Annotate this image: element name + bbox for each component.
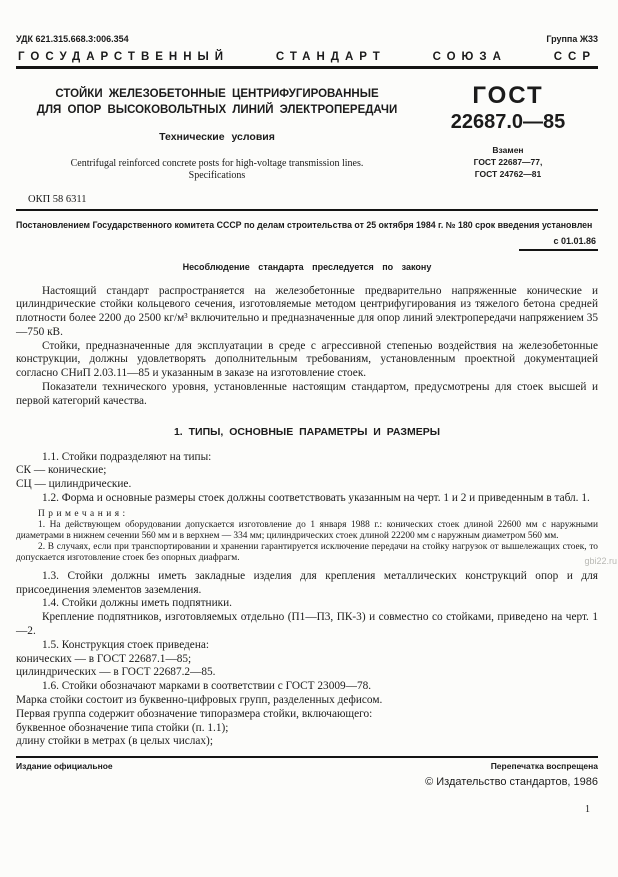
- notes-block: [16, 509, 598, 564]
- section-1-heading: 1. ТИПЫ, ОСНОВНЫЕ ПАРАМЕТРЫ И РАЗМЕРЫ: [173, 425, 441, 438]
- clause-1-5-a: конических — в ГОСТ 22687.1—85;: [16, 652, 192, 665]
- clause-1-6-a: Марка стойки состоит из буквенно-цифровых групп, разделенных дефисом.: [16, 694, 383, 707]
- gost-number: 22687.0—85: [450, 111, 566, 133]
- footer-rule: [16, 756, 598, 758]
- document-subtitle: Технические условия: [159, 131, 275, 143]
- decree-text: Постановлением Государственного комитета СССР по делам строительства от 25 октября 1984 г. № 180 срок введения установлен: [16, 220, 593, 230]
- clause-1-6-d: длину стойки в метрах (в целых числах);: [16, 735, 213, 748]
- header-rule: [16, 66, 598, 69]
- english-subtitle-line: Specifications: [188, 170, 246, 181]
- intro-paragraphs: [16, 285, 598, 409]
- standard-org-line: [16, 51, 598, 63]
- type-cylindrical: СЦ — цилиндрические.: [16, 478, 132, 491]
- org-word: СТАНДАРТ: [275, 51, 386, 63]
- clause-1-4: 1.4. Стойки должны иметь подпятники.: [42, 597, 233, 610]
- clause-1-6-b: Первая группа содержит обозначение типоразмера стойки, включающего:: [16, 707, 373, 720]
- site-watermark: gbi22.ru: [584, 556, 617, 566]
- notes-heading: Примечания:: [38, 508, 129, 519]
- replaces-label: Взамен: [492, 145, 524, 155]
- title-line-1: СТОЙКИ ЖЕЛЕЗОБЕТОННЫЕ ЦЕНТРИФУГИРОВАННЫЕ: [55, 88, 379, 100]
- english-title: [16, 158, 418, 182]
- footer-row: [16, 761, 598, 771]
- classification-row: [16, 34, 598, 44]
- section-1-body: [16, 451, 598, 506]
- title-block: [16, 84, 418, 182]
- law-notice: Несоблюдение стандарта преследуется по закону: [182, 261, 432, 272]
- gost-number-block: [418, 84, 598, 182]
- gost-label: ГОСТ: [472, 82, 544, 109]
- page-number: 1: [585, 804, 590, 816]
- replaced-standard: ГОСТ 22687—77,: [473, 157, 543, 167]
- org-word: СОЮЗА: [432, 51, 507, 63]
- org-word: ССР: [553, 51, 596, 63]
- intro-paragraph-1: Настоящий стандарт распространяется на железобетонные предварительно напряженные конические и цилиндрические стойки кольцевого сечения, изготовляемые методом центрифугирования из тяжелого бетона средней плотности более 2200 до 2500 кг/м³ включительно и предназначенные для опор линий электропередачи напряжением 35—750 кВ.: [16, 284, 598, 338]
- english-title-line: Centrifugal reinforced concrete posts for high-voltage transmission lines.: [70, 158, 364, 169]
- clause-1-2: 1.2. Форма и основные размеры стоек должны соответствовать указанным на черт. 1 и 2 и приведенным в табл. 1.: [42, 492, 590, 505]
- intro-paragraph-3: Показатели технического уровня, установленные настоящим стандартом, предусмотрены для стоек высшей и первой категорий качества.: [16, 381, 598, 407]
- document-title: [16, 86, 418, 118]
- clause-1-3: 1.3. Стойки должны иметь закладные изделия для крепления металлических конструкций опор и для присоединения элементов заземления.: [16, 569, 598, 596]
- org-word: ГОСУДАРСТВЕННЫЙ: [18, 51, 230, 63]
- effective-date: с 01.01.86: [519, 236, 598, 251]
- clause-1-5-b: цилиндрических — в ГОСТ 22687.2—85.: [16, 666, 216, 679]
- note-2: 2. В случаях, если при транспортировании и хранении гарантируется исключение передачи на стойку нагрузок от вышележащих стоек, то допускается изготовление стоек без опорных диафрагм.: [16, 541, 598, 563]
- clause-1-1: 1.1. Стойки подразделяют на типы:: [42, 450, 212, 463]
- copyright-line: © Издательство стандартов, 1986: [425, 776, 598, 789]
- clause-1-4-note: Крепление подпятников, изготовляемых отдельно (П1—П3, ПК-3) и совместно со стойками, приведено на черт. 1—2.: [16, 611, 598, 638]
- clause-1-6-c: буквенное обозначение типа стойки (п. 1.1);: [16, 721, 229, 734]
- section-rule: [16, 209, 598, 211]
- group-code: Группа Ж33: [546, 34, 598, 44]
- note-1: 1. На действующем оборудовании допускается изготовление до 1 января 1988 г.: конических стоек длиной 22600 мм с наружными диаметрами в нижнем сечении 560 мм и в верхнем — 334 мм; цилиндрических стоек длиной 22200 мм с наружным диаметром 560 мм.: [16, 519, 598, 541]
- clause-1-5: 1.5. Конструкция стоек приведена:: [42, 638, 210, 651]
- effective-date-row: [16, 236, 598, 251]
- section-1-body-continued: [16, 570, 598, 749]
- replaced-standard: ГОСТ 24762—81: [474, 169, 542, 179]
- okp-code: ОКП 58 6311: [28, 194, 87, 205]
- title-columns: [16, 84, 598, 182]
- title-line-2: ДЛЯ ОПОР ВЫСОКОВОЛЬТНЫХ ЛИНИЙ ЭЛЕКТРОПЕРЕДАЧИ: [36, 104, 398, 116]
- official-edition-label: Издание официальное: [16, 761, 113, 772]
- intro-paragraph-2: Стойки, предназначенные для эксплуатации в среде с агрессивной степенью воздействия на железобетонные конструкции, должны удовлетворять дополнительным требованиям, установленным проектной документацией согласно СНиП 2.03.11—85 и указанным в заказе на изготовление стоек.: [16, 339, 598, 380]
- udk-code: УДК 621.315.668.3:006.354: [16, 34, 129, 44]
- type-conical: СК — конические;: [16, 464, 107, 477]
- clause-1-6: 1.6. Стойки обозначают марками в соответствии с ГОСТ 23009—78.: [42, 680, 372, 693]
- reprint-notice: Перепечатка воспрещена: [490, 761, 598, 772]
